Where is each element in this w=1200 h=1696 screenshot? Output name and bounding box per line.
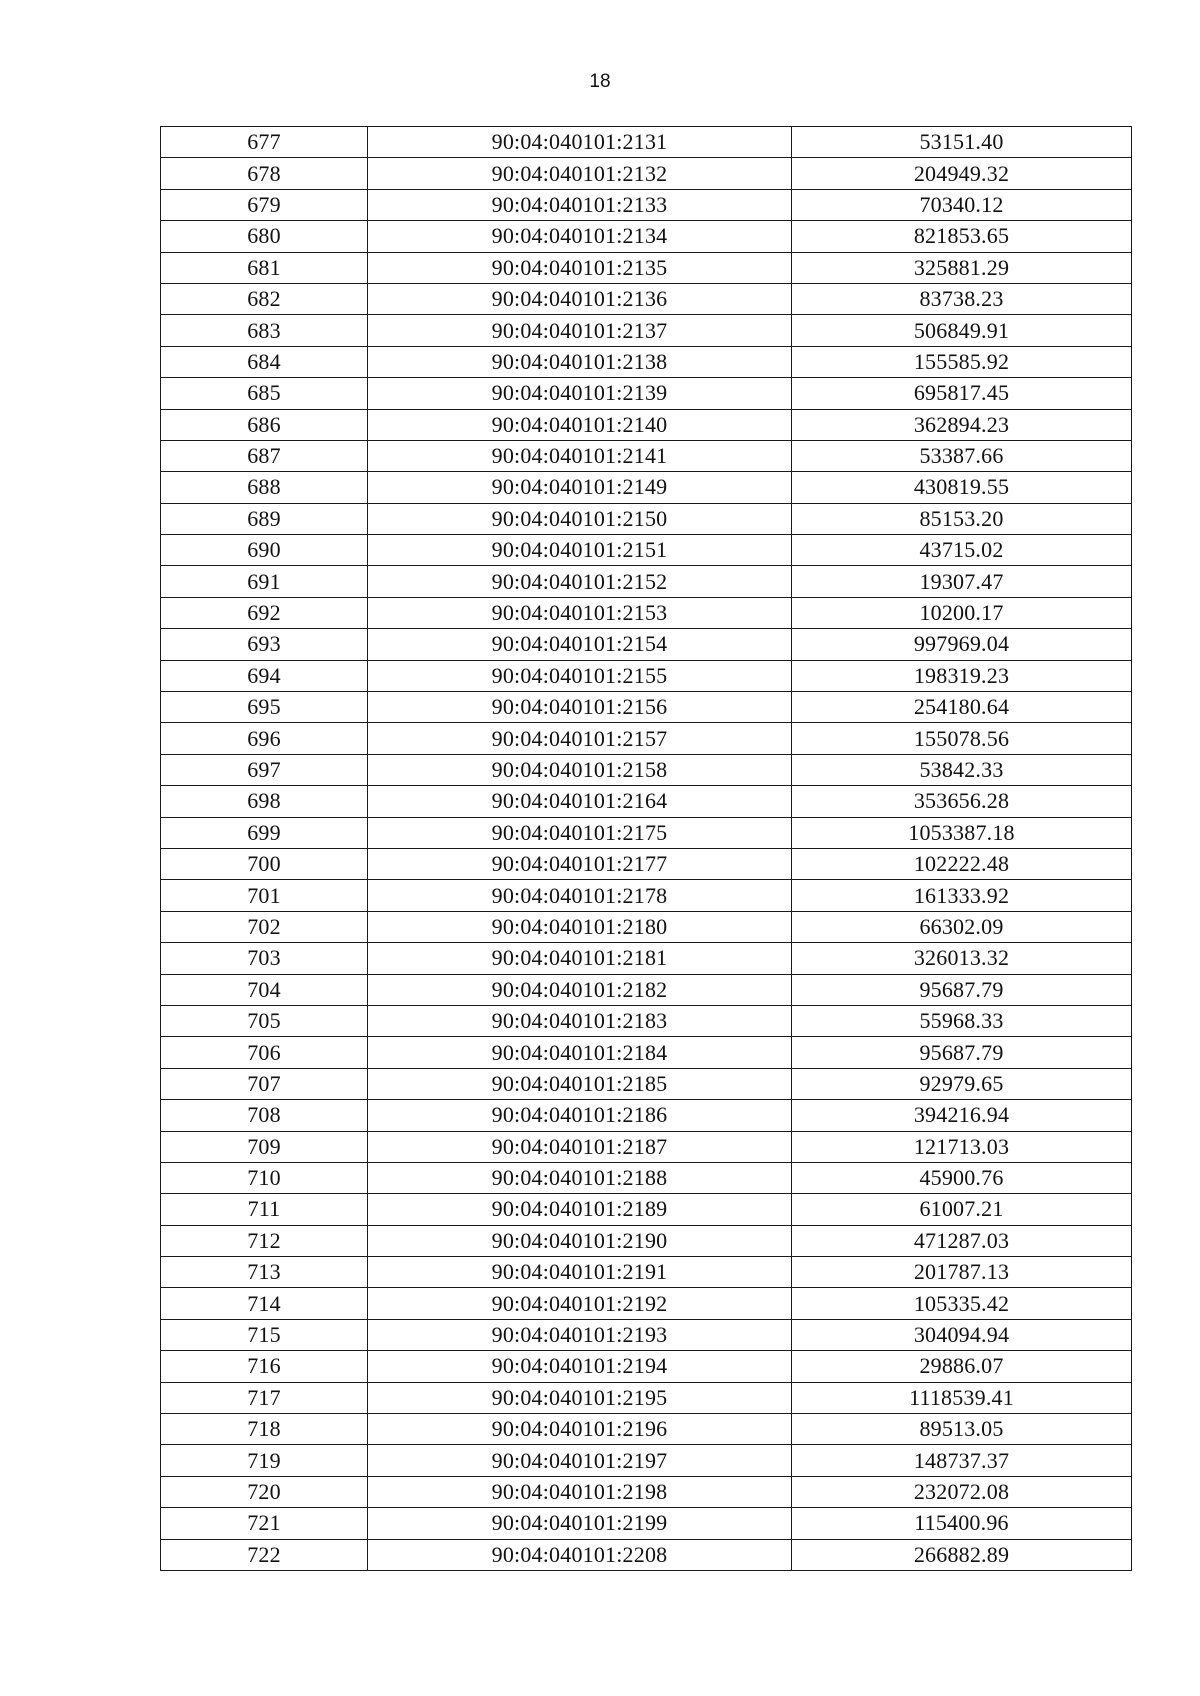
row-number-cell: 711 <box>161 1194 368 1225</box>
table-row <box>161 1100 1132 1131</box>
row-number-cell: 713 <box>161 1257 368 1288</box>
row-number-cell: 706 <box>161 1037 368 1068</box>
table-row <box>161 817 1132 848</box>
table-row <box>161 252 1132 283</box>
cadastral-number-cell: 90:04:040101:2156 <box>368 692 792 723</box>
cadastral-number-cell: 90:04:040101:2190 <box>368 1225 792 1256</box>
cadastral-number-cell: 90:04:040101:2194 <box>368 1351 792 1382</box>
cadastral-number-cell: 90:04:040101:2181 <box>368 943 792 974</box>
value-cell: 70340.12 <box>792 189 1132 220</box>
cadastral-number-cell: 90:04:040101:2151 <box>368 535 792 566</box>
row-number-cell: 710 <box>161 1162 368 1193</box>
table-row <box>161 472 1132 503</box>
row-number-cell: 703 <box>161 943 368 974</box>
table-row <box>161 221 1132 252</box>
table-row <box>161 1351 1132 1382</box>
value-cell: 53387.66 <box>792 440 1132 471</box>
value-cell: 266882.89 <box>792 1539 1132 1570</box>
value-cell: 353656.28 <box>792 786 1132 817</box>
row-number-cell: 681 <box>161 252 368 283</box>
cadastral-number-cell: 90:04:040101:2188 <box>368 1162 792 1193</box>
row-number-cell: 679 <box>161 189 368 220</box>
table-row <box>161 597 1132 628</box>
row-number-cell: 712 <box>161 1225 368 1256</box>
value-cell: 92979.65 <box>792 1068 1132 1099</box>
table-row <box>161 503 1132 534</box>
value-cell: 19307.47 <box>792 566 1132 597</box>
value-cell: 66302.09 <box>792 911 1132 942</box>
value-cell: 53842.33 <box>792 754 1132 785</box>
table-row <box>161 566 1132 597</box>
value-cell: 85153.20 <box>792 503 1132 534</box>
table-row <box>161 1037 1132 1068</box>
row-number-cell: 683 <box>161 315 368 346</box>
table-row <box>161 1508 1132 1539</box>
row-number-cell: 691 <box>161 566 368 597</box>
row-number-cell: 707 <box>161 1068 368 1099</box>
value-cell: 821853.65 <box>792 221 1132 252</box>
table-row <box>161 943 1132 974</box>
value-cell: 105335.42 <box>792 1288 1132 1319</box>
row-number-cell: 705 <box>161 1005 368 1036</box>
row-number-cell: 696 <box>161 723 368 754</box>
row-number-cell: 688 <box>161 472 368 503</box>
table-row <box>161 1005 1132 1036</box>
row-number-cell: 700 <box>161 848 368 879</box>
row-number-cell: 722 <box>161 1539 368 1570</box>
row-number-cell: 716 <box>161 1351 368 1382</box>
row-number-cell: 718 <box>161 1414 368 1445</box>
row-number-cell: 693 <box>161 629 368 660</box>
cadastral-number-cell: 90:04:040101:2164 <box>368 786 792 817</box>
row-number-cell: 721 <box>161 1508 368 1539</box>
row-number-cell: 702 <box>161 911 368 942</box>
cadastral-number-cell: 90:04:040101:2197 <box>368 1445 792 1476</box>
table-row <box>161 974 1132 1005</box>
table-row <box>161 660 1132 691</box>
row-number-cell: 690 <box>161 535 368 566</box>
cadastral-number-cell: 90:04:040101:2158 <box>368 754 792 785</box>
value-cell: 55968.33 <box>792 1005 1132 1036</box>
table-row <box>161 1539 1132 1570</box>
value-cell: 1118539.41 <box>792 1382 1132 1413</box>
value-cell: 695817.45 <box>792 378 1132 409</box>
cadastral-number-cell: 90:04:040101:2137 <box>368 315 792 346</box>
value-cell: 83738.23 <box>792 283 1132 314</box>
value-cell: 53151.40 <box>792 127 1132 158</box>
value-cell: 161333.92 <box>792 880 1132 911</box>
cadastral-number-cell: 90:04:040101:2186 <box>368 1100 792 1131</box>
cadastral-number-cell: 90:04:040101:2134 <box>368 221 792 252</box>
value-cell: 198319.23 <box>792 660 1132 691</box>
value-cell: 121713.03 <box>792 1131 1132 1162</box>
cadastral-number-cell: 90:04:040101:2133 <box>368 189 792 220</box>
cadastral-number-cell: 90:04:040101:2152 <box>368 566 792 597</box>
row-number-cell: 701 <box>161 880 368 911</box>
cadastral-number-cell: 90:04:040101:2131 <box>368 127 792 158</box>
value-cell: 155078.56 <box>792 723 1132 754</box>
table-row <box>161 1257 1132 1288</box>
table-row <box>161 911 1132 942</box>
table-row <box>161 315 1132 346</box>
value-cell: 430819.55 <box>792 472 1132 503</box>
value-cell: 201787.13 <box>792 1257 1132 1288</box>
table-row <box>161 535 1132 566</box>
row-number-cell: 686 <box>161 409 368 440</box>
cadastral-number-cell: 90:04:040101:2153 <box>368 597 792 628</box>
cadastral-number-cell: 90:04:040101:2177 <box>368 848 792 879</box>
row-number-cell: 680 <box>161 221 368 252</box>
table-row <box>161 754 1132 785</box>
row-number-cell: 717 <box>161 1382 368 1413</box>
cadastral-number-cell: 90:04:040101:2198 <box>368 1476 792 1507</box>
cadastral-number-cell: 90:04:040101:2191 <box>368 1257 792 1288</box>
value-cell: 95687.79 <box>792 974 1132 1005</box>
cadastral-number-cell: 90:04:040101:2135 <box>368 252 792 283</box>
value-cell: 95687.79 <box>792 1037 1132 1068</box>
table-row <box>161 629 1132 660</box>
cadastral-number-cell: 90:04:040101:2149 <box>368 472 792 503</box>
cadastral-number-cell: 90:04:040101:2140 <box>368 409 792 440</box>
table-row <box>161 1288 1132 1319</box>
table-row <box>161 346 1132 377</box>
value-cell: 232072.08 <box>792 1476 1132 1507</box>
table-row <box>161 158 1132 189</box>
value-cell: 102222.48 <box>792 848 1132 879</box>
cadastral-number-cell: 90:04:040101:2180 <box>368 911 792 942</box>
value-cell: 325881.29 <box>792 252 1132 283</box>
row-number-cell: 715 <box>161 1319 368 1350</box>
cadastral-number-cell: 90:04:040101:2178 <box>368 880 792 911</box>
value-cell: 204949.32 <box>792 158 1132 189</box>
table-row <box>161 880 1132 911</box>
row-number-cell: 708 <box>161 1100 368 1131</box>
row-number-cell: 695 <box>161 692 368 723</box>
value-cell: 304094.94 <box>792 1319 1132 1350</box>
row-number-cell: 677 <box>161 127 368 158</box>
table-row <box>161 848 1132 879</box>
cadastral-number-cell: 90:04:040101:2187 <box>368 1131 792 1162</box>
cadastral-number-cell: 90:04:040101:2132 <box>368 158 792 189</box>
row-number-cell: 719 <box>161 1445 368 1476</box>
cadastral-number-cell: 90:04:040101:2192 <box>368 1288 792 1319</box>
table-row <box>161 283 1132 314</box>
table-row <box>161 127 1132 158</box>
cadastral-number-cell: 90:04:040101:2150 <box>368 503 792 534</box>
row-number-cell: 684 <box>161 346 368 377</box>
table-row <box>161 1445 1132 1476</box>
row-number-cell: 682 <box>161 283 368 314</box>
table-row <box>161 1476 1132 1507</box>
page-number: 18 <box>589 71 611 92</box>
cadastral-number-cell: 90:04:040101:2157 <box>368 723 792 754</box>
value-cell: 394216.94 <box>792 1100 1132 1131</box>
row-number-cell: 714 <box>161 1288 368 1319</box>
value-cell: 148737.37 <box>792 1445 1132 1476</box>
row-number-cell: 697 <box>161 754 368 785</box>
cadastral-number-cell: 90:04:040101:2199 <box>368 1508 792 1539</box>
table-row <box>161 786 1132 817</box>
value-cell: 471287.03 <box>792 1225 1132 1256</box>
table-row <box>161 1225 1132 1256</box>
table-row <box>161 1319 1132 1350</box>
value-cell: 10200.17 <box>792 597 1132 628</box>
table-row <box>161 1414 1132 1445</box>
cadastral-number-cell: 90:04:040101:2155 <box>368 660 792 691</box>
cadastral-number-cell: 90:04:040101:2139 <box>368 378 792 409</box>
row-number-cell: 678 <box>161 158 368 189</box>
table-row <box>161 723 1132 754</box>
row-number-cell: 720 <box>161 1476 368 1507</box>
value-cell: 43715.02 <box>792 535 1132 566</box>
value-cell: 506849.91 <box>792 315 1132 346</box>
value-cell: 29886.07 <box>792 1351 1132 1382</box>
row-number-cell: 692 <box>161 597 368 628</box>
value-cell: 997969.04 <box>792 629 1132 660</box>
cadastral-number-cell: 90:04:040101:2193 <box>368 1319 792 1350</box>
cadastral-number-cell: 90:04:040101:2154 <box>368 629 792 660</box>
row-number-cell: 698 <box>161 786 368 817</box>
value-cell: 61007.21 <box>792 1194 1132 1225</box>
cadastral-number-cell: 90:04:040101:2136 <box>368 283 792 314</box>
table-row <box>161 1194 1132 1225</box>
row-number-cell: 689 <box>161 503 368 534</box>
table-body <box>161 127 1132 1571</box>
value-cell: 1053387.18 <box>792 817 1132 848</box>
row-number-cell: 704 <box>161 974 368 1005</box>
cadastral-number-cell: 90:04:040101:2185 <box>368 1068 792 1099</box>
table-row <box>161 409 1132 440</box>
row-number-cell: 699 <box>161 817 368 848</box>
table-row <box>161 440 1132 471</box>
row-number-cell: 685 <box>161 378 368 409</box>
value-cell: 155585.92 <box>792 346 1132 377</box>
value-cell: 362894.23 <box>792 409 1132 440</box>
table-row <box>161 1382 1132 1413</box>
table-row <box>161 692 1132 723</box>
cadastral-number-cell: 90:04:040101:2141 <box>368 440 792 471</box>
cadastral-number-cell: 90:04:040101:2184 <box>368 1037 792 1068</box>
row-number-cell: 694 <box>161 660 368 691</box>
table-row <box>161 1131 1132 1162</box>
value-cell: 254180.64 <box>792 692 1132 723</box>
table-row <box>161 189 1132 220</box>
cadastral-number-cell: 90:04:040101:2195 <box>368 1382 792 1413</box>
value-cell: 115400.96 <box>792 1508 1132 1539</box>
table-row <box>161 1162 1132 1193</box>
cadastral-table <box>160 126 1132 1571</box>
value-cell: 326013.32 <box>792 943 1132 974</box>
row-number-cell: 687 <box>161 440 368 471</box>
value-cell: 45900.76 <box>792 1162 1132 1193</box>
cadastral-number-cell: 90:04:040101:2196 <box>368 1414 792 1445</box>
cadastral-number-cell: 90:04:040101:2138 <box>368 346 792 377</box>
cadastral-number-cell: 90:04:040101:2189 <box>368 1194 792 1225</box>
cadastral-number-cell: 90:04:040101:2182 <box>368 974 792 1005</box>
cadastral-number-cell: 90:04:040101:2208 <box>368 1539 792 1570</box>
table-row <box>161 378 1132 409</box>
cadastral-number-cell: 90:04:040101:2175 <box>368 817 792 848</box>
table-row <box>161 1068 1132 1099</box>
value-cell: 89513.05 <box>792 1414 1132 1445</box>
row-number-cell: 709 <box>161 1131 368 1162</box>
cadastral-number-cell: 90:04:040101:2183 <box>368 1005 792 1036</box>
